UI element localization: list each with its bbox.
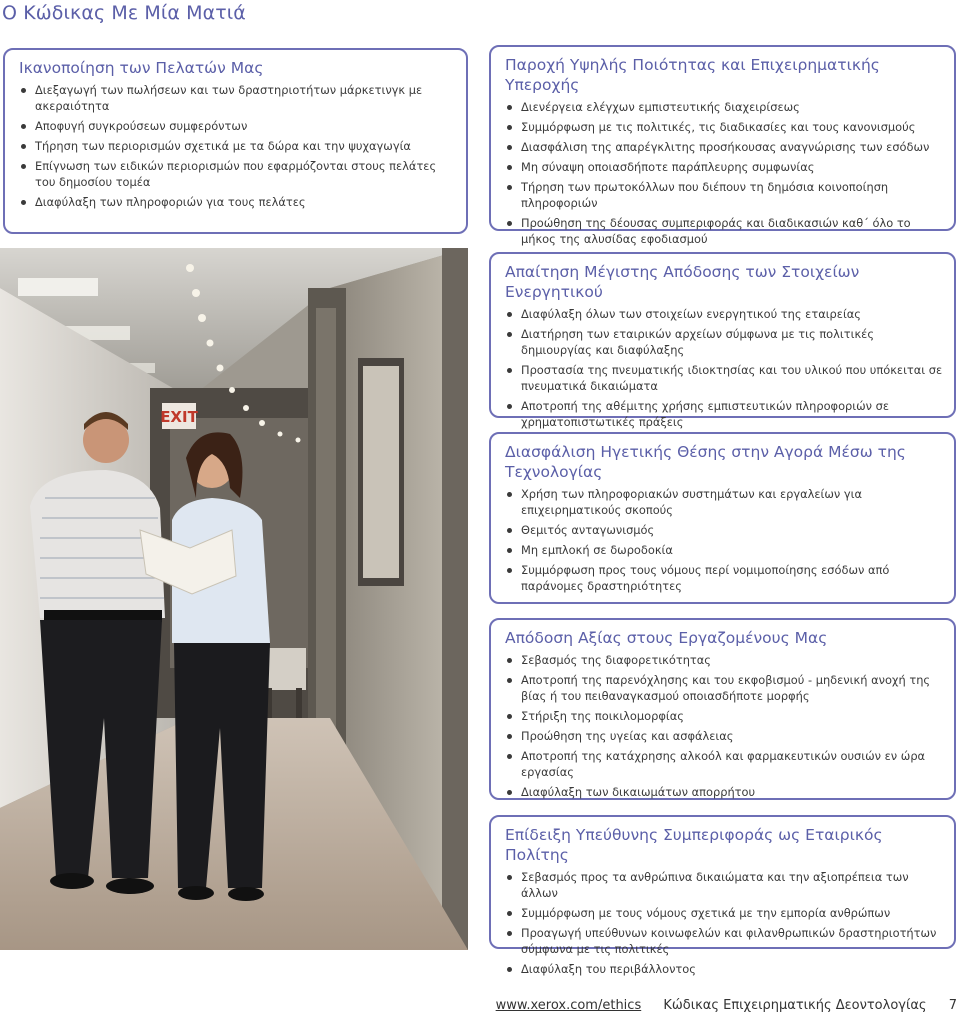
list-item: Στήριξη της ποικιλομορφίας — [505, 708, 944, 724]
section-title: Επίδειξη Υπεύθυνης Συμπεριφοράς ως Εταιρικός Πολίτης — [505, 826, 883, 864]
footer-doc-title: Κώδικας Επιχειρηματικής Δεοντολογίας — [663, 998, 927, 1013]
list-item: Συμμόρφωση με τους νόμους σχετικά με την εμπορία ανθρώπων — [505, 905, 944, 921]
section-title: Απαίτηση Μέγιστης Απόδοσης των Στοιχείων Ενεργητικού — [505, 263, 860, 301]
section-citizenship — [489, 815, 956, 976]
page-footer — [496, 998, 957, 1013]
bullet-list — [505, 306, 944, 430]
bullet-list — [505, 486, 944, 594]
section-customers — [3, 48, 468, 234]
list-item: Επίγνωση των ειδικών περιορισμών που εφαρμόζονται στους πελάτες του δημοσίου τομέα — [19, 158, 456, 190]
page-title: Ο Κώδικας Με Μία Ματιά — [2, 2, 246, 24]
list-item: Τήρηση των περιορισμών σχετικά με τα δώρα και την ψυχαγωγία — [19, 138, 456, 154]
list-item: Σεβασμός της διαφορετικότητας — [505, 652, 944, 668]
list-item: Αποφυγή συγκρούσεων συμφερόντων — [19, 118, 456, 134]
section-employees — [489, 618, 956, 800]
list-item: Διαφύλαξη των πληροφοριών για τους πελάτες — [19, 194, 456, 210]
office-corridor-photo — [0, 248, 468, 950]
list-item: Μη εμπλοκή σε δωροδοκία — [505, 542, 944, 558]
list-item: Διαφύλαξη όλων των στοιχείων ενεργητικού της εταιρείας — [505, 306, 944, 322]
list-item: Συμμόρφωση με τις πολιτικές, τις διαδικασίες και τους κανονισμούς — [505, 119, 944, 135]
list-item: Διαφύλαξη των δικαιωμάτων απορρήτου — [505, 784, 944, 800]
list-item: Προώθηση της δέουσας συμπεριφοράς και διαδικασιών καθ΄ όλο το μήκος της αλυσίδας εφοδιασμού — [505, 215, 944, 247]
list-item: Διενέργεια ελέγχων εμπιστευτικής διαχειρίσεως — [505, 99, 944, 115]
list-item: Προώθηση της υγείας και ασφάλειας — [505, 728, 944, 744]
bullet-list — [505, 652, 944, 800]
bullet-list — [505, 99, 944, 247]
section-title: Απόδοση Αξίας στους Εργαζομένους Μας — [505, 629, 828, 647]
list-item: Προστασία της πνευματικής ιδιοκτησίας και του υλικού που υπόκειται σε πνευματικά δικαιώματα — [505, 362, 944, 394]
page-number: 7 — [948, 998, 957, 1013]
list-item: Διασφάλιση της απαρέγκλιτης προσήκουσας αναγνώρισης των εσόδων — [505, 139, 944, 155]
section-technology — [489, 432, 956, 604]
list-item: Συμμόρφωση προς τους νόμους περί νομιμοποίησης εσόδων από παράνομες δραστηριότητες — [505, 562, 944, 594]
section-title: Διασφάλιση Ηγετικής Θέσης στην Αγορά Μέσω της Τεχνολογίας — [505, 443, 906, 481]
ethics-link[interactable]: www.xerox.com/ethics — [495, 998, 642, 1013]
bullet-list — [505, 869, 944, 977]
section-title: Ικανοποίηση των Πελατών Μας — [19, 59, 264, 77]
list-item: Διατήρηση των εταιρικών αρχείων σύμφωνα με τις πολιτικές δημιουργίας και διαφύλαξης — [505, 326, 944, 358]
list-item: Διεξαγωγή των πωλήσεων και των δραστηριοτήτων μάρκετινγκ με ακεραιότητα — [19, 82, 456, 114]
list-item: Διαφύλαξη του περιβάλλοντος — [505, 961, 944, 977]
list-item: Αποτροπή της κατάχρησης αλκοόλ και φαρμακευτικών ουσιών εν ώρα εργασίας — [505, 748, 944, 780]
list-item: Σεβασμός προς τα ανθρώπινα δικαιώματα και την αξιοπρέπεια των άλλων — [505, 869, 944, 901]
list-item: Αποτροπή της παρενόχλησης και του εκφοβισμού - μηδενική ανοχή της βίας ή του πειθαναγκασμού οποιασδήποτε μορφής — [505, 672, 944, 704]
section-assets — [489, 252, 956, 429]
list-item: Τήρηση των πρωτοκόλλων που διέπουν τη δημόσια κοινοποίηση πληροφοριών — [505, 179, 944, 211]
section-quality — [489, 45, 956, 246]
list-item: Προαγωγή υπεύθυνων κοινωφελών και φιλανθρωπικών δραστηριοτήτων σύμφωνα με τις πολιτικές — [505, 925, 944, 957]
bullet-list — [19, 82, 456, 210]
list-item: Θεμιτός ανταγωνισμός — [505, 522, 944, 538]
exit-sign: EXIT — [160, 408, 198, 426]
list-item: Αποτροπή της αθέμιτης χρήσης εμπιστευτικών πληροφοριών σε χρηματοπιστωτικές πράξεις — [505, 398, 944, 430]
section-title: Παροχή Υψηλής Ποιότητας και Επιχειρηματικής Υπεροχής — [505, 56, 880, 94]
list-item: Μη σύναψη οποιασδήποτε παράπλευρης συμφωνίας — [505, 159, 944, 175]
list-item: Χρήση των πληροφοριακών συστημάτων και εργαλείων για επιχειρηματικούς σκοπούς — [505, 486, 944, 518]
